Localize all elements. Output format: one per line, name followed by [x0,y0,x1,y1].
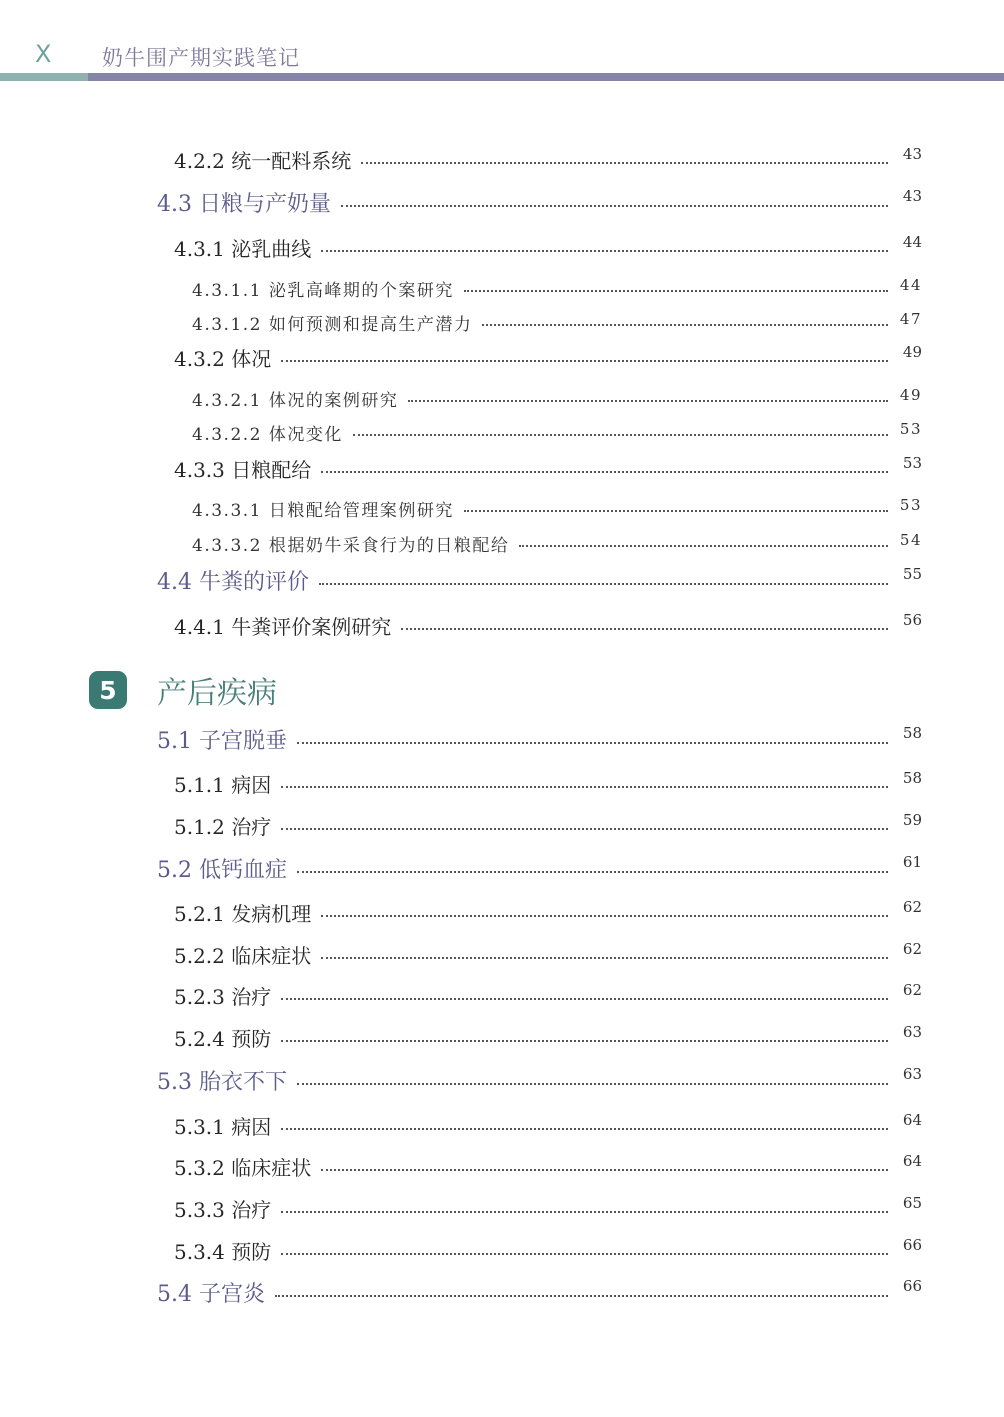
toc-page: 64 [902,1111,922,1129]
toc-number: 5.1 [157,729,192,754]
toc-title: 日粮与产奶量 [199,192,332,217]
dot-leader [281,359,888,362]
chapter-title: 产后疾病 [157,676,277,711]
dot-leader [281,1039,888,1042]
dot-leader [519,544,888,547]
toc-title: 泌乳高峰期的个案研究 [268,281,454,301]
dot-leader [297,1082,888,1085]
dot-leader [297,741,888,744]
dot-leader [321,914,888,917]
toc-number: 4.4 [157,570,192,595]
toc-entry[interactable] [174,811,922,840]
dot-leader [408,399,888,402]
toc-entry[interactable] [192,310,922,335]
dot-leader [464,289,888,292]
toc-number: 5.3 [157,1070,192,1095]
toc-title: 治疗 [231,985,272,1009]
toc-number: 4.3.2.2 [192,425,262,445]
toc-number: 4.3.2.1 [192,391,262,411]
dot-leader [341,204,888,207]
toc-entry[interactable] [157,1277,922,1308]
toc-entry[interactable] [174,769,922,798]
toc-page: 49 [902,343,922,361]
toc-title: 如何预测和提高生产潜力 [268,315,473,335]
toc-title: 日粮配给 [231,458,312,482]
toc-page: 62 [902,981,922,999]
dot-leader [281,997,888,1000]
toc-title: 体况 [231,347,272,371]
toc-entry[interactable] [157,565,922,596]
toc-title: 低钙血症 [199,858,288,883]
header-rule-purple [88,73,1004,81]
toc-entry[interactable] [174,1194,922,1223]
toc-title: 泌乳曲线 [231,237,312,261]
toc-number: 4.2.2 [174,149,225,173]
toc-title: 体况变化 [268,425,343,445]
dot-leader [353,433,888,436]
book-title: 奶牛围产期实践笔记 [102,46,300,70]
dot-leader [281,1252,888,1255]
dot-leader [401,627,888,630]
toc-page: 61 [902,853,922,871]
toc-number: 4.4.1 [174,615,225,639]
toc-entry[interactable] [192,420,922,445]
toc-entry[interactable] [174,1236,922,1265]
toc-title: 临床症状 [231,1156,312,1180]
toc-page: 65 [902,1194,922,1212]
toc-number: 4.3.2 [174,347,225,371]
toc-entry[interactable] [157,724,922,755]
toc-title: 牛粪评价案例研究 [231,615,392,639]
dot-leader [321,249,888,252]
dot-leader [281,785,888,788]
toc-number: 5.3.1 [174,1115,225,1139]
dot-leader [275,1294,888,1297]
toc-entry[interactable] [174,1023,922,1052]
toc-title: 临床症状 [231,944,312,968]
toc-entry[interactable] [157,1065,922,1096]
toc-title: 子宫脱垂 [199,729,288,754]
toc-page: 53 [899,420,922,438]
toc-page: 43 [902,187,922,205]
toc-page: 55 [902,565,922,583]
toc-title: 牛粪的评价 [199,570,310,595]
toc-entry[interactable] [174,940,922,969]
toc-page: 64 [902,1152,922,1170]
toc-number: 5.3.3 [174,1198,225,1222]
toc-title: 病因 [231,773,272,797]
dot-leader [319,582,888,585]
toc-entry[interactable] [192,386,922,411]
toc-number: 4.3.1 [174,237,225,261]
chapter-heading[interactable] [89,670,277,711]
toc-title: 预防 [231,1027,272,1051]
toc-title: 统一配料系统 [231,149,352,173]
toc-number: 5.3.2 [174,1156,225,1180]
toc-page: 66 [902,1236,922,1254]
toc-number: 5.1.2 [174,815,225,839]
toc-title: 治疗 [231,1198,272,1222]
toc-page: 47 [899,310,922,328]
toc-entry[interactable] [174,233,922,262]
toc-entry[interactable] [174,898,922,927]
toc-page: 63 [902,1065,922,1083]
toc-page: 44 [899,276,922,294]
toc-title: 体况的案例研究 [268,391,399,411]
toc-number: 4.3.3.1 [192,501,262,521]
toc-page: 43 [902,145,922,163]
toc-title: 发病机理 [231,902,312,926]
toc-number: 5.2.4 [174,1027,225,1051]
toc-title: 病因 [231,1115,272,1139]
toc-entry[interactable] [192,496,922,521]
toc-title: 胎衣不下 [199,1070,288,1095]
toc-number: 5.3.4 [174,1240,225,1264]
toc-number: 5.2.2 [174,944,225,968]
toc-title: 治疗 [231,815,272,839]
dot-leader [281,1210,888,1213]
toc-number: 5.2.1 [174,902,225,926]
header-rule-teal [0,73,88,81]
toc-entry[interactable] [192,531,922,556]
toc-page: 53 [902,454,922,472]
toc-number: 5.1.1 [174,773,225,797]
dot-leader [297,870,888,873]
toc-entry[interactable] [174,454,922,483]
dot-leader [281,827,888,830]
toc-page: 58 [902,724,922,742]
toc-number: 5.2.3 [174,985,225,1009]
page-number: X [35,40,52,68]
toc-title: 日粮配给管理案例研究 [268,501,454,521]
toc-entry[interactable] [174,1152,922,1181]
toc-page: 66 [902,1277,922,1295]
toc-page: 58 [902,769,922,787]
toc-title: 子宫炎 [199,1282,266,1307]
toc-page: 56 [902,611,922,629]
toc-entry[interactable] [174,145,922,174]
toc-entry[interactable] [174,1111,922,1140]
toc-number: 4.3.1.2 [192,315,262,335]
toc-page: 49 [899,386,922,404]
toc-entry[interactable] [157,187,922,218]
toc-number: 4.3.3.2 [192,536,262,556]
toc-entry[interactable] [174,343,922,372]
toc-number: 4.3.3 [174,458,225,482]
page-header [0,0,1004,82]
toc-number: 5.4 [157,1282,192,1307]
dot-leader [321,1168,888,1171]
toc-page: 53 [899,496,922,514]
toc-entry[interactable] [174,981,922,1010]
dot-leader [321,956,888,959]
dot-leader [321,470,888,473]
toc-entry[interactable] [192,276,922,301]
toc-title: 根据奶牛采食行为的日粮配给 [268,536,510,556]
toc-page: 62 [902,898,922,916]
dot-leader [464,509,888,512]
toc-entry[interactable] [174,611,922,640]
toc-number: 4.3 [157,192,192,217]
toc-title: 预防 [231,1240,272,1264]
toc-page: 54 [899,531,922,549]
dot-leader [361,161,888,164]
toc-page: 44 [902,233,922,251]
toc-page: 62 [902,940,922,958]
toc-page: 63 [902,1023,922,1041]
toc-page: 59 [902,811,922,829]
toc-entry[interactable] [157,853,922,884]
toc-number: 5.2 [157,858,192,883]
dot-leader [482,323,888,326]
toc-number: 4.3.1.1 [192,281,262,301]
dot-leader [281,1127,888,1130]
chapter-number-badge: 5 [89,671,127,709]
